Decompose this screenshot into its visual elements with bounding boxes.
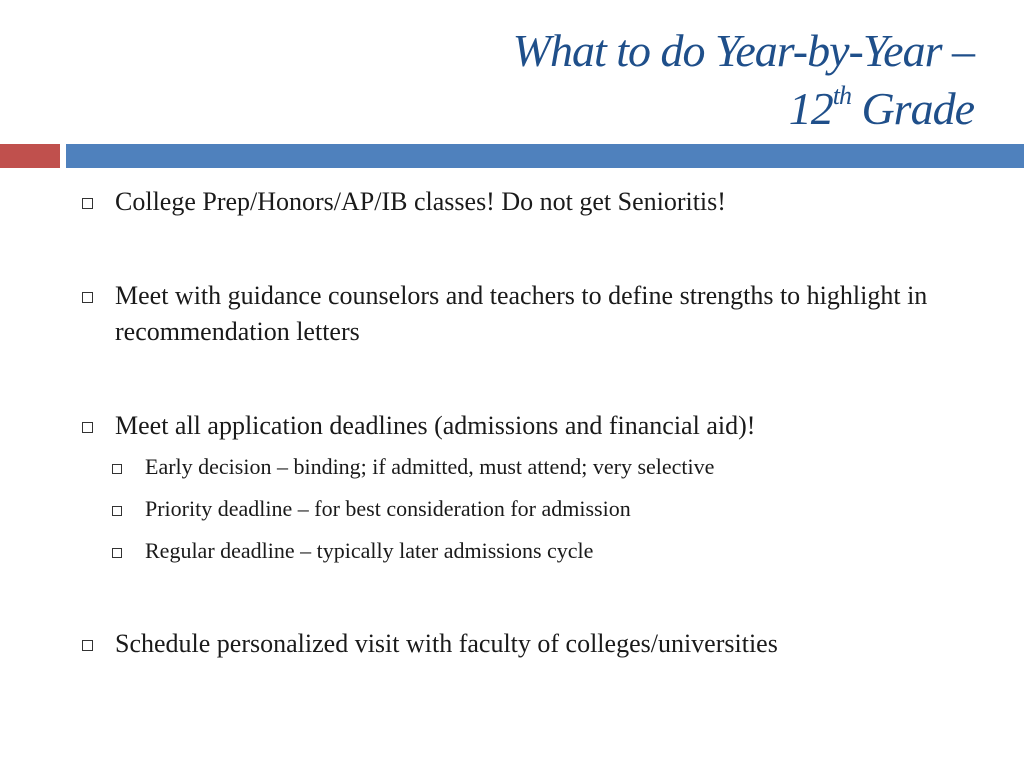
bullet-text: Schedule personalized visit with faculty of colleges/universities	[115, 629, 778, 658]
square-bullet-icon	[82, 422, 93, 433]
square-bullet-icon	[112, 548, 122, 558]
bullet-text: Meet with guidance counselors and teachers to define strengths to highlight in recommendation letters	[115, 281, 928, 346]
bullet-list	[80, 184, 960, 662]
title-line-2	[513, 80, 974, 138]
sub-bullet-item	[110, 494, 960, 524]
sub-bullet-item	[110, 452, 960, 482]
square-bullet-icon	[82, 292, 93, 303]
sub-bullet-text: Early decision – binding; if admitted, must attend; very selective	[145, 454, 715, 479]
title-grade-number: 12	[788, 83, 833, 134]
square-bullet-icon	[82, 640, 93, 651]
square-bullet-icon	[112, 464, 122, 474]
sub-bullet-text: Regular deadline – typically later admissions cycle	[145, 538, 594, 563]
title-grade-suffix: th	[832, 80, 851, 110]
square-bullet-icon	[112, 506, 122, 516]
accent-bar-red	[0, 144, 60, 168]
title-line-1: What to do Year-by-Year –	[512, 25, 974, 76]
square-bullet-icon	[82, 198, 93, 209]
title-grade-word: Grade	[850, 83, 974, 134]
sub-bullet-item	[110, 536, 960, 566]
sub-bullet-text: Priority deadline – for best consideration for admission	[145, 496, 631, 521]
bullet-text: College Prep/Honors/AP/IB classes! Do not get Senioritis!	[115, 187, 726, 216]
slide-title	[513, 22, 974, 138]
bullet-item	[80, 408, 960, 444]
accent-bar-blue	[66, 144, 1024, 168]
bullet-item	[80, 184, 960, 220]
bullet-text: Meet all application deadlines (admissions and financial aid)!	[115, 411, 756, 440]
bullet-item	[80, 626, 960, 662]
bullet-item	[80, 278, 960, 350]
